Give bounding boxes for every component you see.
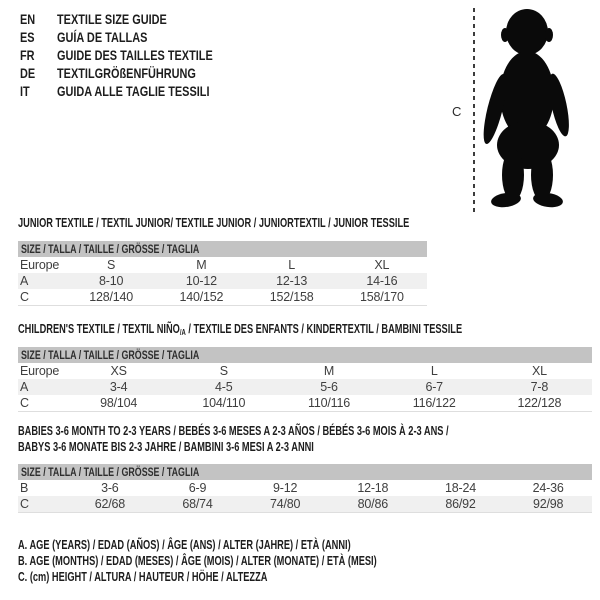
size-cell: 12-13 — [276, 274, 308, 288]
table-row-age — [18, 379, 592, 395]
size-cell: M — [196, 258, 207, 272]
size-cell: 116/122 — [412, 396, 456, 410]
table-row-europe — [18, 363, 592, 379]
size-cell: 104/110 — [202, 396, 246, 410]
table-header-bar: SIZE / TALLA / TAILLE / GRÖSSE / TAGLIA — [18, 241, 427, 257]
row-label: C — [20, 497, 29, 511]
size-cell: 9-12 — [273, 481, 298, 495]
row-label: A — [20, 274, 29, 288]
table-row-height — [18, 496, 592, 512]
size-cell: 4-5 — [215, 380, 233, 394]
section-title-babies: BABIES 3-6 MONTH TO 2-3 YEARS / BEBÉS 3-6 MESES A 2-3 AÑOS / BÉBÉS 3-6 MOIS À 2-3 ANS / BABYS 3-6 MONATE BIS 2-3 JAHRE / BAMBINI 3-6 MESI A 2-3 ANNI — [18, 424, 449, 454]
size-cell: 24-36 — [532, 481, 564, 495]
size-cell: 5-6 — [320, 380, 338, 394]
row-label: B — [20, 481, 29, 495]
children-size-table — [18, 347, 592, 412]
table-header-bar: SIZE / TALLA / TAILLE / GRÖSSE / TAGLIA — [18, 464, 592, 480]
size-cell: M — [323, 364, 335, 378]
table-row-age-months — [18, 480, 592, 496]
size-cell: 152/158 — [269, 290, 314, 304]
table-row-height — [18, 289, 427, 305]
row-label: Europe — [20, 364, 60, 378]
size-cell: 3-4 — [109, 380, 128, 394]
language-code: FR — [20, 47, 35, 63]
footnote-legend — [18, 537, 503, 585]
size-cell: 6-7 — [425, 380, 443, 394]
table-header-bar: SIZE / TALLA / TAILLE / GRÖSSE / TAGLIA — [18, 347, 592, 363]
size-cell: 18-24 — [445, 481, 476, 495]
size-cell: XS — [110, 364, 127, 378]
junior-size-table — [18, 241, 427, 306]
size-cell: 110/116 — [308, 396, 350, 410]
row-label: Europe — [20, 258, 60, 272]
row-label: C — [20, 290, 29, 304]
measure-label-c: C — [452, 104, 462, 119]
size-cell: 6-9 — [188, 481, 207, 495]
size-cell: 62/68 — [94, 497, 125, 511]
language-code: IT — [20, 83, 30, 99]
size-cell: L — [288, 258, 295, 272]
table-row-age — [18, 273, 427, 289]
footnote-b: B. AGE (MONTHS) / EDAD (MESES) / ÂGE (MOIS) / ALTER (MONATE) / ETÀ (MESI) — [18, 554, 377, 568]
footnote-a: A. AGE (YEARS) / EDAD (AÑOS) / ÂGE (ANS) / ALTER (JAHRE) / ETÀ (ANNI) — [18, 538, 351, 552]
size-cell: 3-6 — [101, 481, 119, 495]
size-cell: L — [430, 364, 438, 378]
size-cell: 128/140 — [89, 290, 134, 304]
baby-silhouette-icon — [479, 7, 575, 209]
row-label: A — [20, 380, 29, 394]
table-row-europe — [18, 257, 427, 273]
size-cell: 12-18 — [357, 481, 389, 495]
size-cell: 74/80 — [270, 497, 301, 511]
size-cell: 80/86 — [357, 497, 388, 511]
language-label: GUIDA ALLE TAGLIE TESSILI — [57, 83, 210, 99]
table-row-height — [18, 395, 592, 411]
size-cell: 7-8 — [530, 380, 549, 394]
section-title-children: CHILDREN'S TEXTILE / TEXTIL NIÑO/A / TEXTILE DES ENFANTS / KINDERTEXTIL / BAMBINI TESSILE — [18, 322, 463, 337]
size-cell: 14-16 — [366, 274, 398, 288]
size-cell: 8-10 — [99, 274, 124, 288]
footnote-c: C. (cm) HEIGHT / ALTURA / HAUTEUR / HÖHE / ALTEZZA — [18, 570, 268, 584]
language-label: GUIDE DES TAILLES TEXTILE — [57, 47, 213, 63]
subscript-a: /A — [179, 328, 186, 337]
size-cell: S — [219, 364, 228, 378]
section-title-junior: JUNIOR TEXTILE / TEXTIL JUNIOR/ TEXTILE JUNIOR / JUNIORTEXTIL / JUNIOR TESSILE — [18, 216, 410, 230]
language-label: TEXTILE SIZE GUIDE — [57, 11, 167, 27]
size-cell: 68/74 — [182, 497, 213, 511]
babies-size-table — [18, 464, 592, 513]
size-cell: 122/128 — [517, 396, 562, 410]
size-cell: 140/152 — [179, 290, 224, 304]
language-label: TEXTILGRÖßENFÜHRUNG — [57, 65, 196, 81]
size-cell: 92/98 — [533, 497, 564, 511]
size-cell: 10-12 — [185, 274, 217, 288]
language-code: ES — [20, 29, 35, 45]
size-cell: XL — [374, 258, 390, 272]
size-cell: XL — [531, 364, 547, 378]
size-cell: 98/104 — [100, 396, 138, 410]
size-cell: 158/170 — [359, 290, 404, 304]
row-label: C — [20, 396, 29, 410]
language-code: EN — [20, 11, 36, 27]
language-label: GUÍA DE TALLAS — [57, 29, 148, 45]
height-measure-dashed-line — [473, 8, 475, 212]
size-cell: 86/92 — [445, 497, 476, 511]
size-cell: S — [107, 258, 116, 272]
language-code: DE — [20, 65, 36, 81]
